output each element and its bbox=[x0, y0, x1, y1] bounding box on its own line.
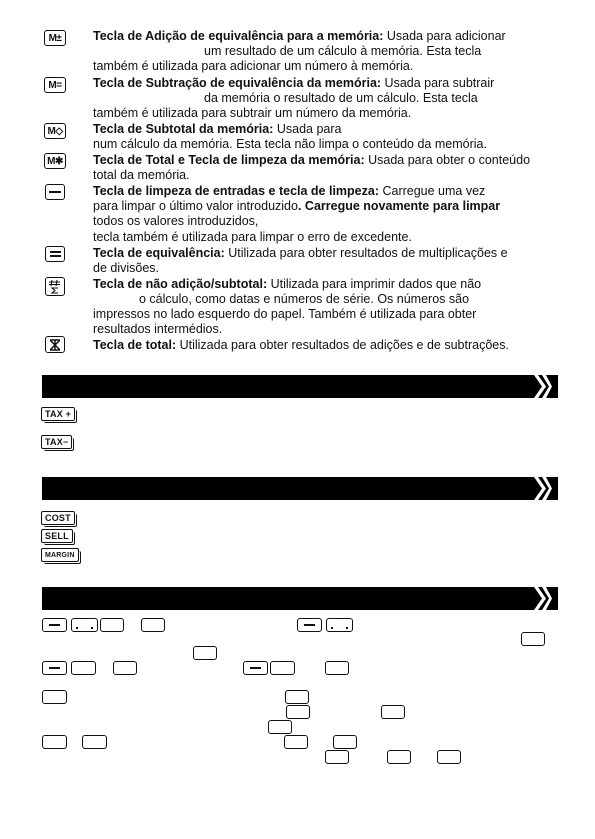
memory-total-key-icon: M✱ bbox=[44, 153, 66, 169]
section-header-bar-tax bbox=[42, 375, 558, 398]
chevron-decoration-icon bbox=[520, 587, 558, 610]
entry-clear-line2: para limpar o último valor introduzido. Carregue novamente para limpar bbox=[93, 199, 501, 213]
sell-key-icon: SELL bbox=[41, 529, 73, 543]
clear-key-icon bbox=[297, 618, 322, 632]
section-header-bar-examples bbox=[42, 587, 558, 610]
key-icon bbox=[381, 705, 405, 719]
memory-minus-key-icon: M= bbox=[44, 77, 66, 93]
clear-key-icon bbox=[42, 618, 67, 632]
entry-clear: Tecla de limpeza de entradas e tecla de limpeza: Carregue uma vez bbox=[93, 184, 486, 198]
entry-equals: Tecla de equivalência: Utilizada para obter resultados de multiplicações e bbox=[93, 246, 508, 260]
entry-equals-line2: de divisões. bbox=[93, 261, 160, 275]
decimal-key-icon bbox=[71, 618, 98, 632]
chevron-decoration-icon bbox=[520, 477, 558, 500]
key-icon bbox=[141, 618, 165, 632]
key-icon bbox=[268, 720, 292, 734]
entry-memory-total-line2: total da memória. bbox=[93, 168, 190, 182]
non-add-subtotal-key-icon bbox=[45, 277, 65, 296]
entry-memory-minus: Tecla de Subtração de equivalência da memória: Usada para subtrair bbox=[93, 76, 495, 90]
total-key-icon bbox=[45, 336, 65, 353]
entry-memory-minus-line3: também é utilizada para subtrair um número da memória. bbox=[93, 106, 412, 120]
key-icon bbox=[437, 750, 461, 764]
memory-subtotal-key-icon: M◇ bbox=[44, 123, 66, 139]
key-icon bbox=[71, 661, 96, 675]
key-icon bbox=[42, 690, 67, 704]
entry-non-add-line3: impressos no lado esquerdo do papel. Também é utilizada para obter bbox=[93, 307, 477, 321]
tax-plus-key-icon: TAX + bbox=[41, 407, 75, 421]
key-icon bbox=[521, 632, 545, 646]
key-icon bbox=[333, 735, 357, 749]
key-icon bbox=[100, 618, 124, 632]
entry-memory-total: Tecla de Total e Tecla de limpeza da memória: Usada para obter o conteúdo bbox=[93, 153, 531, 167]
entry-non-add-line4: resultados intermédios. bbox=[93, 322, 223, 336]
entry-clear-line4: tecla também é utilizada para limpar o erro de excedente. bbox=[93, 230, 412, 244]
memory-plus-key-icon: M± bbox=[44, 30, 66, 46]
entry-total: Tecla de total: Utilizada para obter resultados de adições e de subtrações. bbox=[93, 338, 509, 352]
chevron-decoration-icon bbox=[520, 375, 558, 398]
entry-memory-subtotal-line2: num cálculo da memória. Esta tecla não limpa o conteúdo da memória. bbox=[93, 137, 487, 151]
key-icon bbox=[42, 735, 67, 749]
key-icon bbox=[286, 705, 310, 719]
entry-non-add-line2: o cálculo, como datas e números de série. Os números são bbox=[139, 292, 470, 306]
key-icon bbox=[325, 750, 349, 764]
tax-minus-key-icon: TAX− bbox=[41, 435, 72, 449]
entry-clear-line3: todos os valores introduzidos, bbox=[93, 214, 259, 228]
entry-memory-plus: Tecla de Adição de equivalência para a memória: Usada para adicionar bbox=[93, 29, 506, 43]
clear-key-icon bbox=[243, 661, 268, 675]
entry-memory-plus-line2: um resultado de um cálculo à memória. Esta tecla bbox=[204, 44, 482, 58]
entry-memory-minus-line2: da memória o resultado de um cálculo. Esta tecla bbox=[204, 91, 478, 105]
key-icon bbox=[284, 735, 308, 749]
entry-memory-subtotal: Tecla de Subtotal da memória: Usada para bbox=[93, 122, 342, 136]
key-icon bbox=[285, 690, 309, 704]
key-icon bbox=[387, 750, 411, 764]
key-icon bbox=[82, 735, 107, 749]
clear-key-icon bbox=[45, 184, 65, 200]
key-icon bbox=[193, 646, 217, 660]
cost-key-icon: COST bbox=[41, 511, 75, 525]
section-header-bar-margin bbox=[42, 477, 558, 500]
key-icon bbox=[270, 661, 295, 675]
key-icon bbox=[113, 661, 137, 675]
equals-key-icon bbox=[45, 246, 65, 262]
entry-non-add: Tecla de não adição/subtotal: Utilizada para imprimir dados que não bbox=[93, 277, 482, 291]
key-icon bbox=[325, 661, 349, 675]
margin-key-icon: MARGIN bbox=[41, 548, 79, 562]
decimal-key-icon bbox=[326, 618, 353, 632]
entry-memory-plus-line3: também é utilizada para adicionar um número à memória. bbox=[93, 59, 414, 73]
clear-key-icon bbox=[42, 661, 67, 675]
